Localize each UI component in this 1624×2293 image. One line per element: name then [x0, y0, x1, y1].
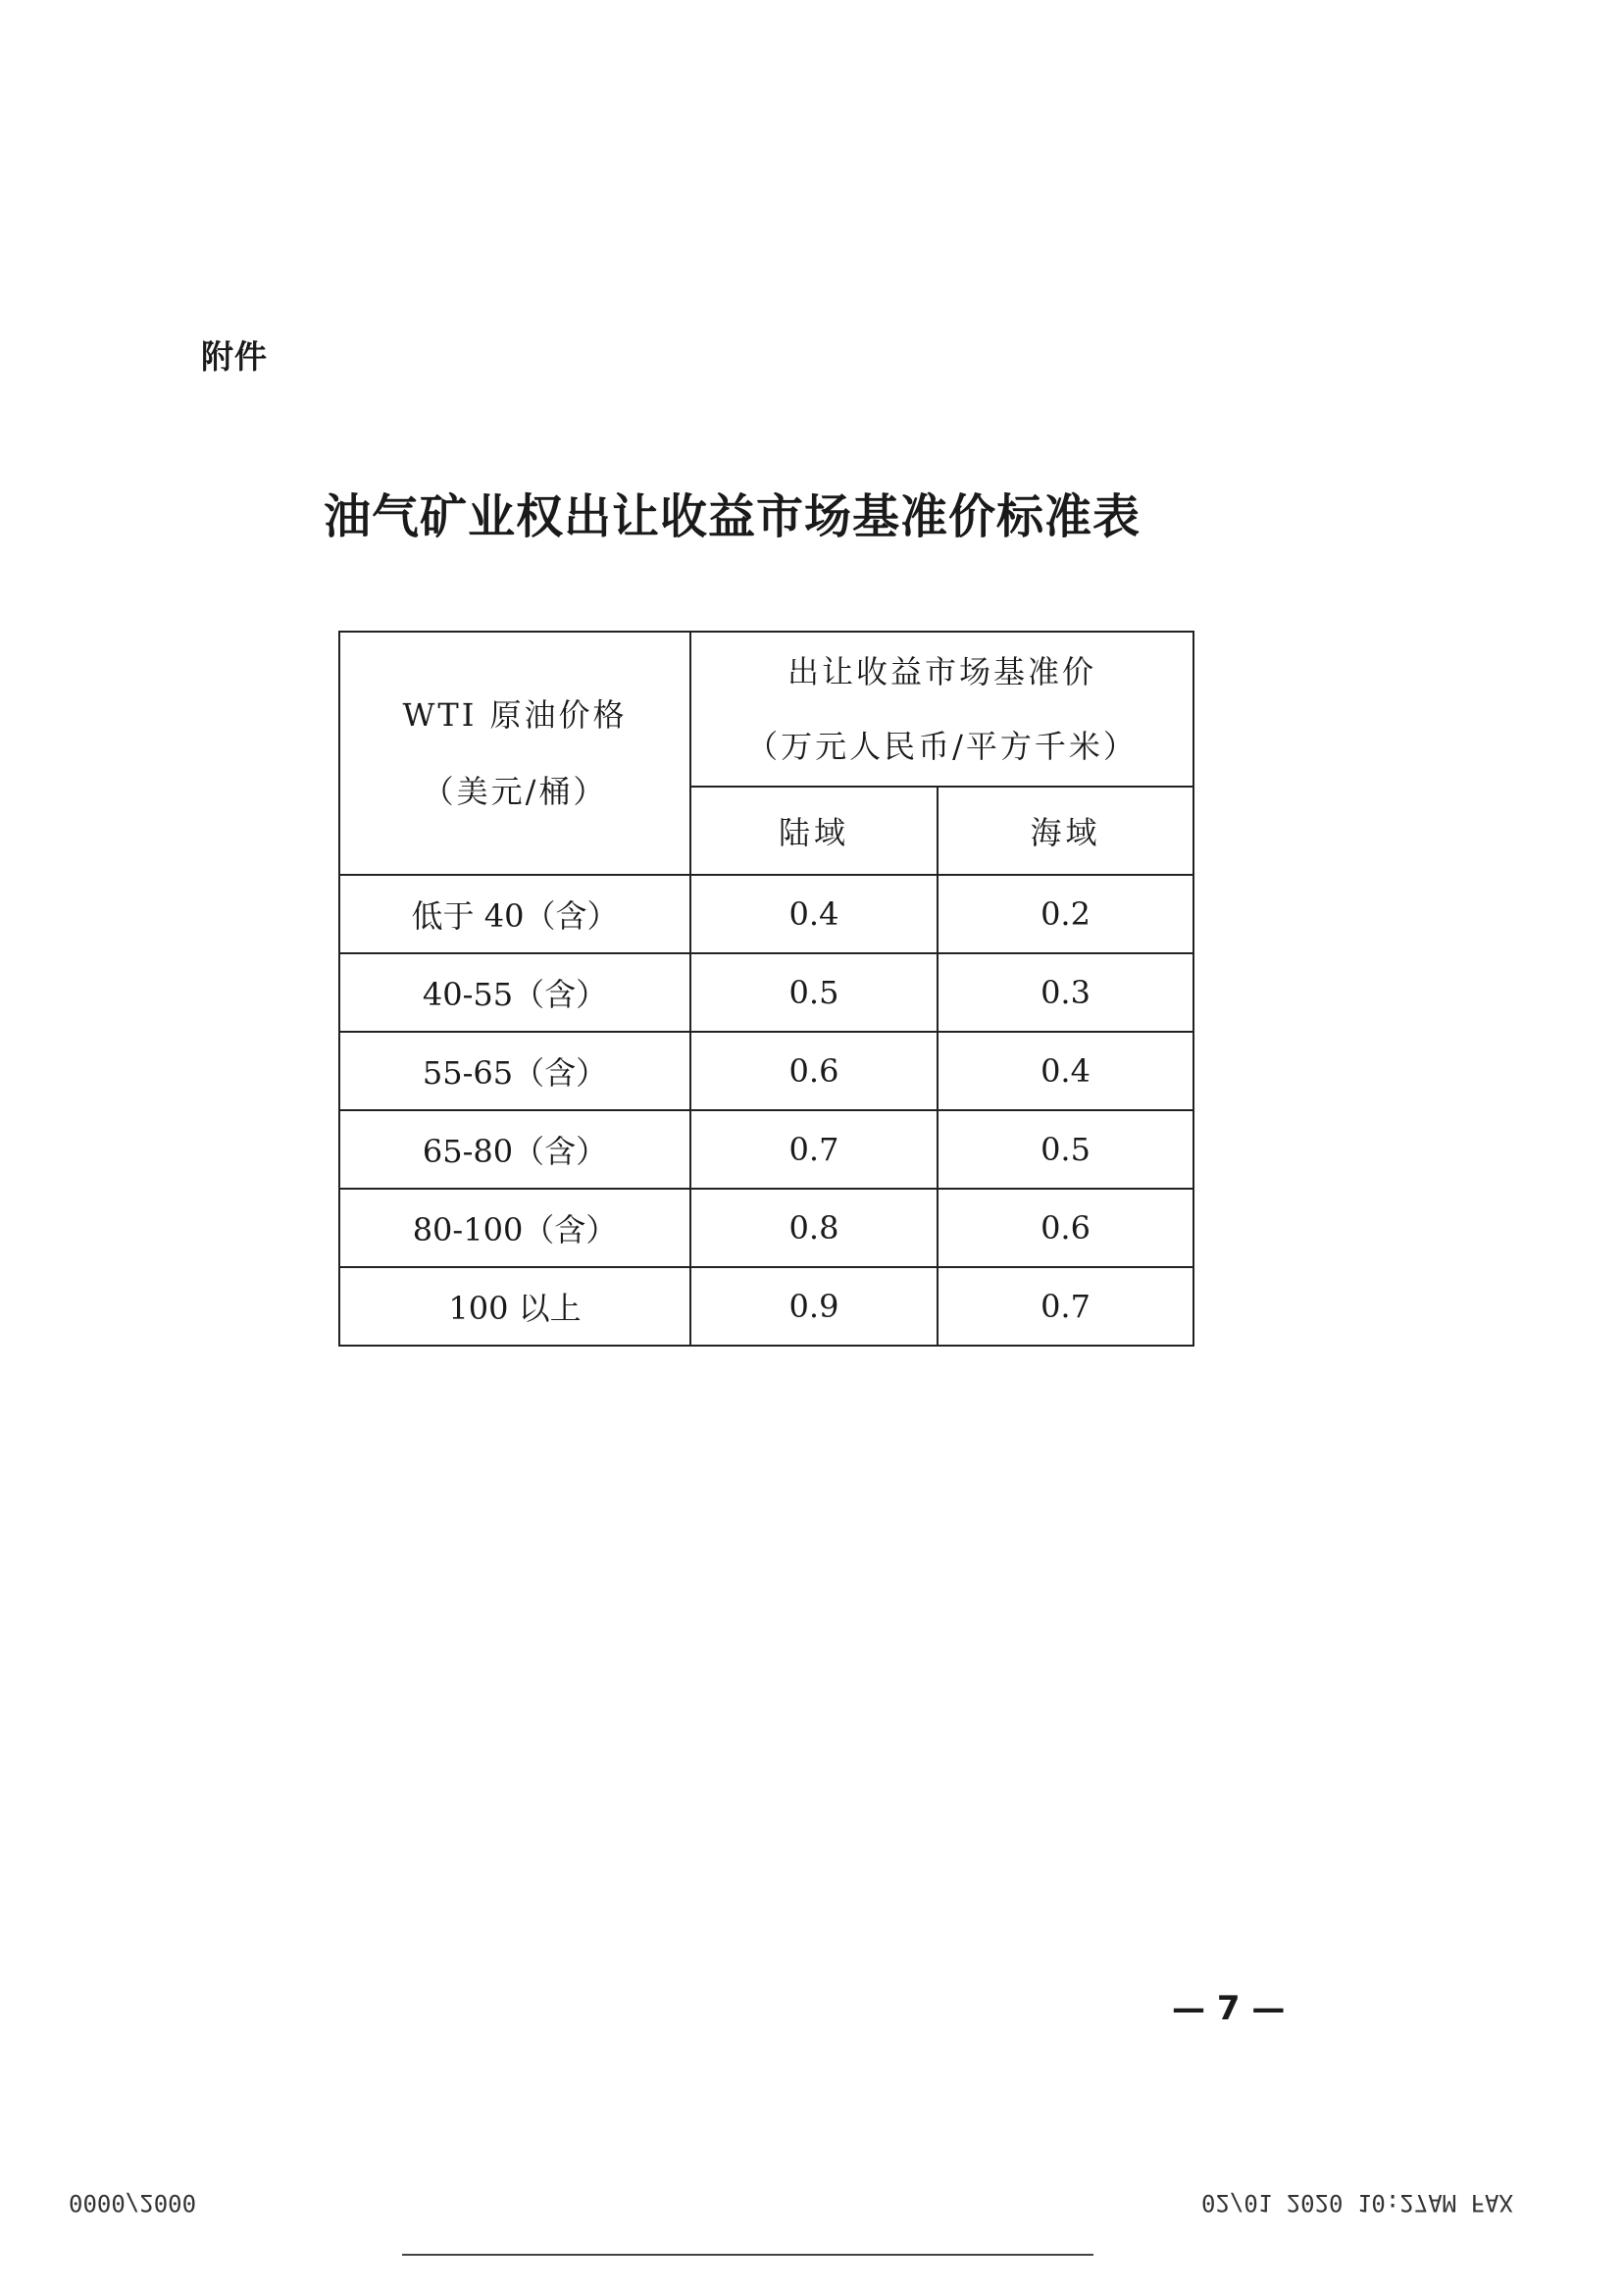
price-column-header-label: WTI 原油价格 [402, 696, 628, 734]
table-header-row [339, 632, 1193, 787]
benchmark-group-header-label: 出让收益市场基准价 [787, 653, 1097, 690]
table-row [339, 1189, 1193, 1267]
land-value-cell: 0.5 [690, 953, 938, 1032]
price-range-cell: 100 以上 [339, 1267, 690, 1346]
table-row [339, 875, 1193, 953]
price-range-cell: 80-100（含） [339, 1189, 690, 1267]
sea-column-header: 海域 [938, 787, 1193, 875]
table-row [339, 1110, 1193, 1189]
table-row [339, 1032, 1193, 1110]
fax-footer-right: 02/01 2020 10:27AM FAX [1201, 2189, 1513, 2217]
page-number: — 7 — [1172, 1989, 1286, 2028]
price-range-cell: 65-80（含） [339, 1110, 690, 1189]
table-row [339, 953, 1193, 1032]
price-column-header [339, 632, 690, 875]
price-column-header-unit: （美元/桶） [422, 773, 608, 810]
sea-value-cell: 0.5 [938, 1110, 1193, 1189]
price-range-cell: 55-65（含） [339, 1032, 690, 1110]
benchmark-price-table [338, 631, 1194, 1347]
land-value-cell: 0.4 [690, 875, 938, 953]
attachment-label: 附件 [201, 337, 268, 376]
document-title: 油气矿业权出让收益市场基准价标准表 [324, 489, 1142, 544]
footer-divider [402, 2254, 1093, 2256]
sea-value-cell: 0.3 [938, 953, 1193, 1032]
benchmark-group-header [690, 632, 1193, 787]
price-range-cell: 低于 40（含） [339, 875, 690, 953]
fax-footer-left: 0000/2000 [69, 2189, 197, 2217]
sea-value-cell: 0.6 [938, 1189, 1193, 1267]
sea-value-cell: 0.7 [938, 1267, 1193, 1346]
sea-value-cell: 0.4 [938, 1032, 1193, 1110]
table-row [339, 1267, 1193, 1346]
benchmark-group-header-unit: （万元人民币/平方千米） [746, 728, 1138, 765]
price-range-cell: 40-55（含） [339, 953, 690, 1032]
land-value-cell: 0.9 [690, 1267, 938, 1346]
land-value-cell: 0.6 [690, 1032, 938, 1110]
sea-value-cell: 0.2 [938, 875, 1193, 953]
land-column-header: 陆域 [690, 787, 938, 875]
land-value-cell: 0.7 [690, 1110, 938, 1189]
land-value-cell: 0.8 [690, 1189, 938, 1267]
